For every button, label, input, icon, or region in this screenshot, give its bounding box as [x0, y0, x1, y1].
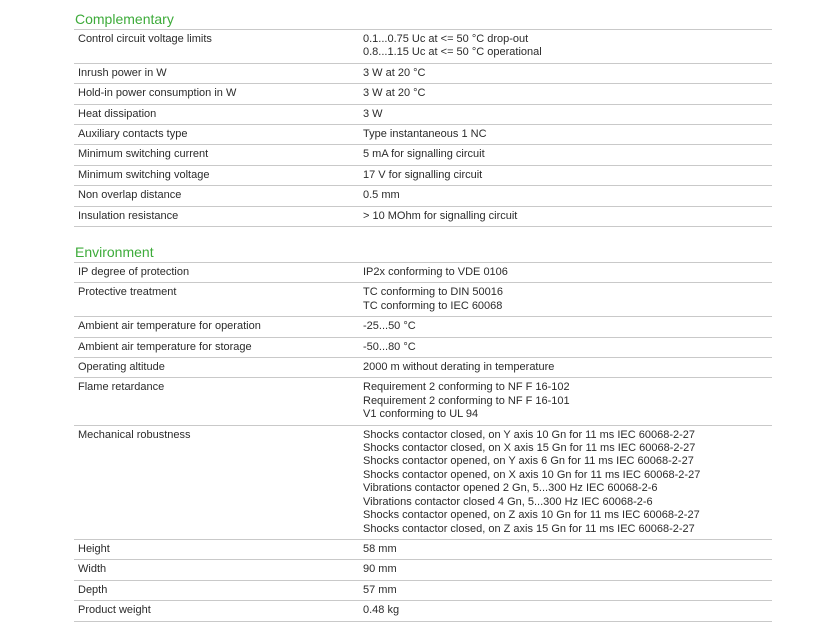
- spec-value: [358, 283, 772, 317]
- spec-row: [74, 30, 772, 64]
- spec-value-line: Requirement 2 conforming to NF F 16-101: [363, 394, 570, 407]
- spec-value-line: -50...80 °C: [363, 340, 416, 353]
- spec-value: [358, 539, 772, 559]
- spec-label: Inrush power in W: [78, 66, 167, 79]
- spec-label: Width: [78, 563, 107, 576]
- spec-value-line: 58 mm: [363, 542, 397, 555]
- spec-row: [74, 145, 772, 165]
- spec-value: [358, 425, 772, 539]
- spec-value: [358, 30, 772, 64]
- spec-row: [74, 283, 772, 317]
- spec-value: [358, 104, 772, 124]
- spec-value: [358, 358, 772, 378]
- spec-value-line: 57 mm: [363, 583, 397, 596]
- spec-row: [74, 186, 772, 206]
- spec-label: Insulation resistance: [78, 209, 179, 222]
- spec-value-line: -25...50 °C: [363, 320, 416, 333]
- spec-value-line: 90 mm: [363, 563, 397, 576]
- spec-value: [358, 560, 772, 580]
- spec-value-line: V1 conforming to UL 94: [363, 408, 479, 421]
- spec-label: Flame retardance: [78, 381, 165, 394]
- spec-value-line: 0.48 kg: [363, 604, 400, 617]
- spec-value: [358, 317, 772, 337]
- spec-row: [74, 165, 772, 185]
- spec-label: IP degree of protection: [78, 266, 190, 278]
- spec-value-line: Shocks contactor opened, on X axis 10 Gn for 11 ms IEC 60068-2-27: [363, 468, 701, 481]
- spec-value-line: Shocks contactor closed, on Y axis 10 Gn for 11 ms IEC 60068-2-27: [363, 428, 696, 441]
- spec-label: Heat dissipation: [78, 107, 157, 120]
- spec-label: Control circuit voltage limits: [78, 33, 212, 45]
- spec-value-line: 3 W at 20 °C: [363, 66, 426, 79]
- spec-label: Protective treatment: [78, 286, 177, 299]
- spec-value-line: Requirement 2 conforming to NF F 16-102: [363, 381, 570, 394]
- spec-value-line: TC conforming to IEC 60068: [363, 299, 503, 312]
- section-environment: [74, 244, 772, 622]
- spec-row: [74, 539, 772, 559]
- spec-row: [74, 104, 772, 124]
- spec-value-line: 3 W at 20 °C: [363, 87, 426, 100]
- spec-value: [358, 63, 772, 83]
- spec-value-line: 0.5 mm: [363, 189, 400, 202]
- spec-value-line: Shocks contactor closed, on X axis 15 Gn for 11 ms IEC 60068-2-27: [363, 442, 696, 455]
- section-title: Environment: [75, 244, 154, 260]
- spec-value: [358, 84, 772, 104]
- spec-value-line: 2000 m without derating in temperature: [363, 361, 555, 374]
- spec-label: Operating altitude: [78, 361, 165, 374]
- spec-row: [74, 378, 772, 425]
- spec-value: [358, 263, 772, 283]
- spec-value: [358, 378, 772, 425]
- spec-label: Ambient air temperature for storage: [78, 340, 252, 353]
- spec-row: [74, 337, 772, 357]
- spec-row: [74, 206, 772, 226]
- spec-value-line: IP2x conforming to VDE 0106: [363, 266, 508, 278]
- spec-row: [74, 601, 772, 621]
- spec-value: [358, 186, 772, 206]
- spec-row: [74, 560, 772, 580]
- spec-label: Hold-in power consumption in W: [78, 87, 237, 100]
- spec-row: [74, 63, 772, 83]
- spec-value-line: 0.8...1.15 Uc at <= 50 °C operational: [363, 46, 542, 59]
- spec-value-line: > 10 MOhm for signalling circuit: [363, 209, 518, 222]
- spec-value: [358, 580, 772, 600]
- spec-value-line: Vibrations contactor opened 2 Gn, 5...300 Hz IEC 60068-2-6: [363, 482, 658, 495]
- spec-row: [74, 317, 772, 337]
- spec-row: [74, 358, 772, 378]
- spec-value: [358, 165, 772, 185]
- spec-row: [74, 580, 772, 600]
- spec-table: [74, 29, 772, 227]
- spec-value-line: 0.1...0.75 Uc at <= 50 °C drop-out: [363, 33, 529, 45]
- spec-value: [358, 125, 772, 145]
- spec-label: Minimum switching voltage: [78, 168, 210, 181]
- spec-label: Minimum switching current: [78, 148, 209, 161]
- spec-value-line: Vibrations contactor closed 4 Gn, 5...300 Hz IEC 60068-2-6: [363, 495, 653, 508]
- spec-value: [358, 601, 772, 621]
- spec-value: [358, 206, 772, 226]
- spec-table: [74, 262, 772, 622]
- spec-value-line: TC conforming to DIN 50016: [363, 286, 504, 299]
- spec-value-line: 3 W: [363, 107, 383, 120]
- spec-value-line: Shocks contactor closed, on Z axis 15 Gn for 11 ms IEC 60068-2-27: [363, 522, 695, 535]
- spec-label: Non overlap distance: [78, 189, 182, 202]
- spec-label: Height: [78, 542, 110, 555]
- spec-label: Mechanical robustness: [78, 428, 191, 441]
- spec-label: Depth: [78, 583, 108, 596]
- spec-value-line: 5 mA for signalling circuit: [363, 148, 485, 161]
- section-complementary: [74, 11, 772, 227]
- section-title: Complementary: [75, 11, 174, 27]
- spec-value: [358, 337, 772, 357]
- spec-row: [74, 425, 772, 539]
- spec-row: [74, 263, 772, 283]
- spec-row: [74, 125, 772, 145]
- spec-value-line: 17 V for signalling circuit: [363, 168, 483, 181]
- spec-label: Auxiliary contacts type: [78, 128, 188, 141]
- spec-value-line: Type instantaneous 1 NC: [363, 128, 487, 141]
- spec-value-line: Shocks contactor opened, on Y axis 6 Gn for 11 ms IEC 60068-2-27: [363, 455, 694, 468]
- spec-label: Ambient air temperature for operation: [78, 320, 261, 333]
- spec-value: [358, 145, 772, 165]
- spec-value-line: Shocks contactor opened, on Z axis 10 Gn for 11 ms IEC 60068-2-27: [363, 509, 700, 522]
- spec-row: [74, 84, 772, 104]
- spec-label: Product weight: [78, 604, 151, 617]
